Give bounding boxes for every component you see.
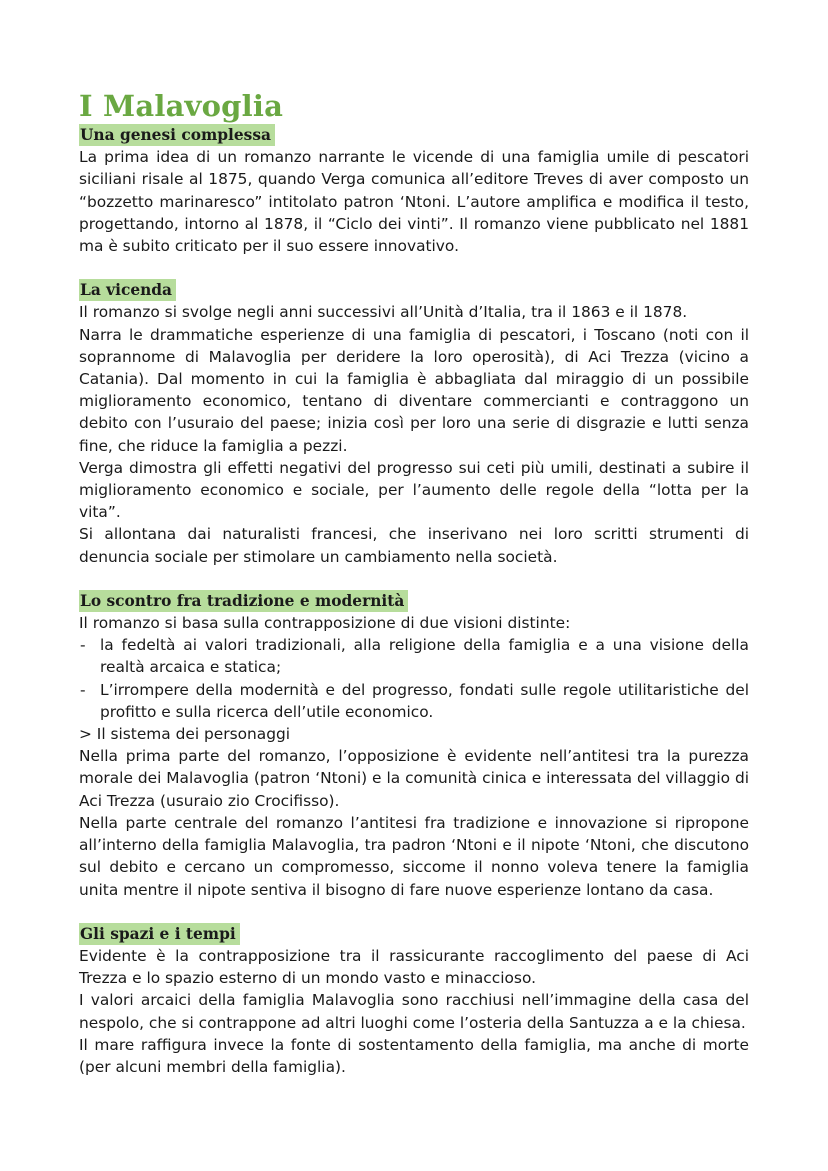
list-item-text: L’irrompere della modernità e del progresso, fondati sulle regole utilitaristiche del profitto e sulla ricerca dell’utile economico. xyxy=(100,680,749,721)
paragraph: Il romanzo si svolge negli anni successivi all’Unità d’Italia, tra il 1863 e il 1878. xyxy=(79,303,688,322)
paragraph: Si allontana dai naturalisti francesi, che inserivano nei loro scritti strumenti di denuncia sociale per stimolare un cambiamento nella società. xyxy=(79,525,749,566)
section-genesi xyxy=(79,124,749,257)
paragraph: Nella prima parte del romanzo, l’opposizione è evidente nell’antitesi tra la purezza morale dei Malavoglia (patron ‘Ntoni) e la comunità cinica e interessata del villaggio di Aci Trezza (usuraio zio Crocifisso). xyxy=(79,747,749,810)
section-heading: Lo scontro fra tradizione e modernità xyxy=(79,590,408,612)
section-vicenda xyxy=(79,279,749,568)
bullet-dash: - xyxy=(80,680,86,699)
paragraph: Il romanzo si basa sulla contrapposizione di due visioni distinte: xyxy=(79,614,571,633)
section-heading: Gli spazi e i tempi xyxy=(79,923,240,945)
section-heading: Una genesi complessa xyxy=(79,124,275,146)
subheading-personaggi: > Il sistema dei personaggi xyxy=(79,725,291,744)
list-item-text: la fedeltà ai valori tradizionali, alla religione della famiglia e a una visione della realtà arcaica e statica; xyxy=(100,636,749,677)
bullet-list xyxy=(79,634,749,723)
paragraph: Verga dimostra gli effetti negativi del progresso sui ceti più umili, destinati a subire il miglioramento economico e sociale, per l’aumento delle regole della “lotta per la vita”. xyxy=(79,458,749,522)
section-scontro xyxy=(79,590,749,901)
paragraph: Narra le drammatiche esperienze di una famiglia di pescatori, i Toscano (noti con il soprannome di Malavoglia per deridere la loro operosità), di Aci Trezza (vicino a Catania). Dal momento in cui la famiglia è abbagliata dal miraggio di un possibile miglioramento economico, tentano di diventare commercianti e contraggono un debito con l’usuraio del paese; inizia così per loro una serie di disgrazie e lutti senza fine, che riduce la famiglia a pezzi. xyxy=(79,325,749,455)
section-heading: La vicenda xyxy=(79,279,176,301)
list-item xyxy=(79,634,749,678)
list-item xyxy=(79,679,749,723)
page-title: I Malavoglia xyxy=(79,89,284,123)
document-page xyxy=(79,88,749,1100)
paragraph: Il mare raffigura invece la fonte di sostentamento della famiglia, ma anche di morte (per alcuni membri della famiglia). xyxy=(79,1035,749,1076)
section-spazi-tempi xyxy=(79,923,749,1078)
paragraph: Nella parte centrale del romanzo l’antitesi fra tradizione e innovazione si ripropone all’interno della famiglia Malavoglia, tra padron ‘Ntoni e il nipote ‘Ntoni, che discutono sul debito e cercano un compromesso, siccome il nonno voleva tenere la famiglia unita mentre il nipote sentiva il bisogno di fare nuove esperienze lontano da casa. xyxy=(79,813,749,899)
bullet-dash: - xyxy=(80,636,86,655)
paragraph: Evidente è la contrapposizione tra il rassicurante raccoglimento del paese di Aci Trezza e lo spazio esterno di un mondo vasto e minaccioso. xyxy=(79,946,749,988)
paragraph: La prima idea di un romanzo narrante le vicende di una famiglia umile di pescatori siciliani risale al 1875, quando Verga comunica all’editore Treves di aver composto un “bozzetto marinaresco” intitolato patron ‘Ntoni. L’autore amplifica e modifica il testo, progettando, intorno al 1878, il “Ciclo dei vinti”. Il romanzo viene pubblicato nel 1881 ma è subito criticato per il suo essere innovativo. xyxy=(79,148,749,256)
paragraph: I valori arcaici della famiglia Malavoglia sono racchiusi nell’immagine della casa del nespolo, che si contrappone ad altri luoghi come l’osteria della Santuzza a e la chiesa. xyxy=(79,991,749,1032)
